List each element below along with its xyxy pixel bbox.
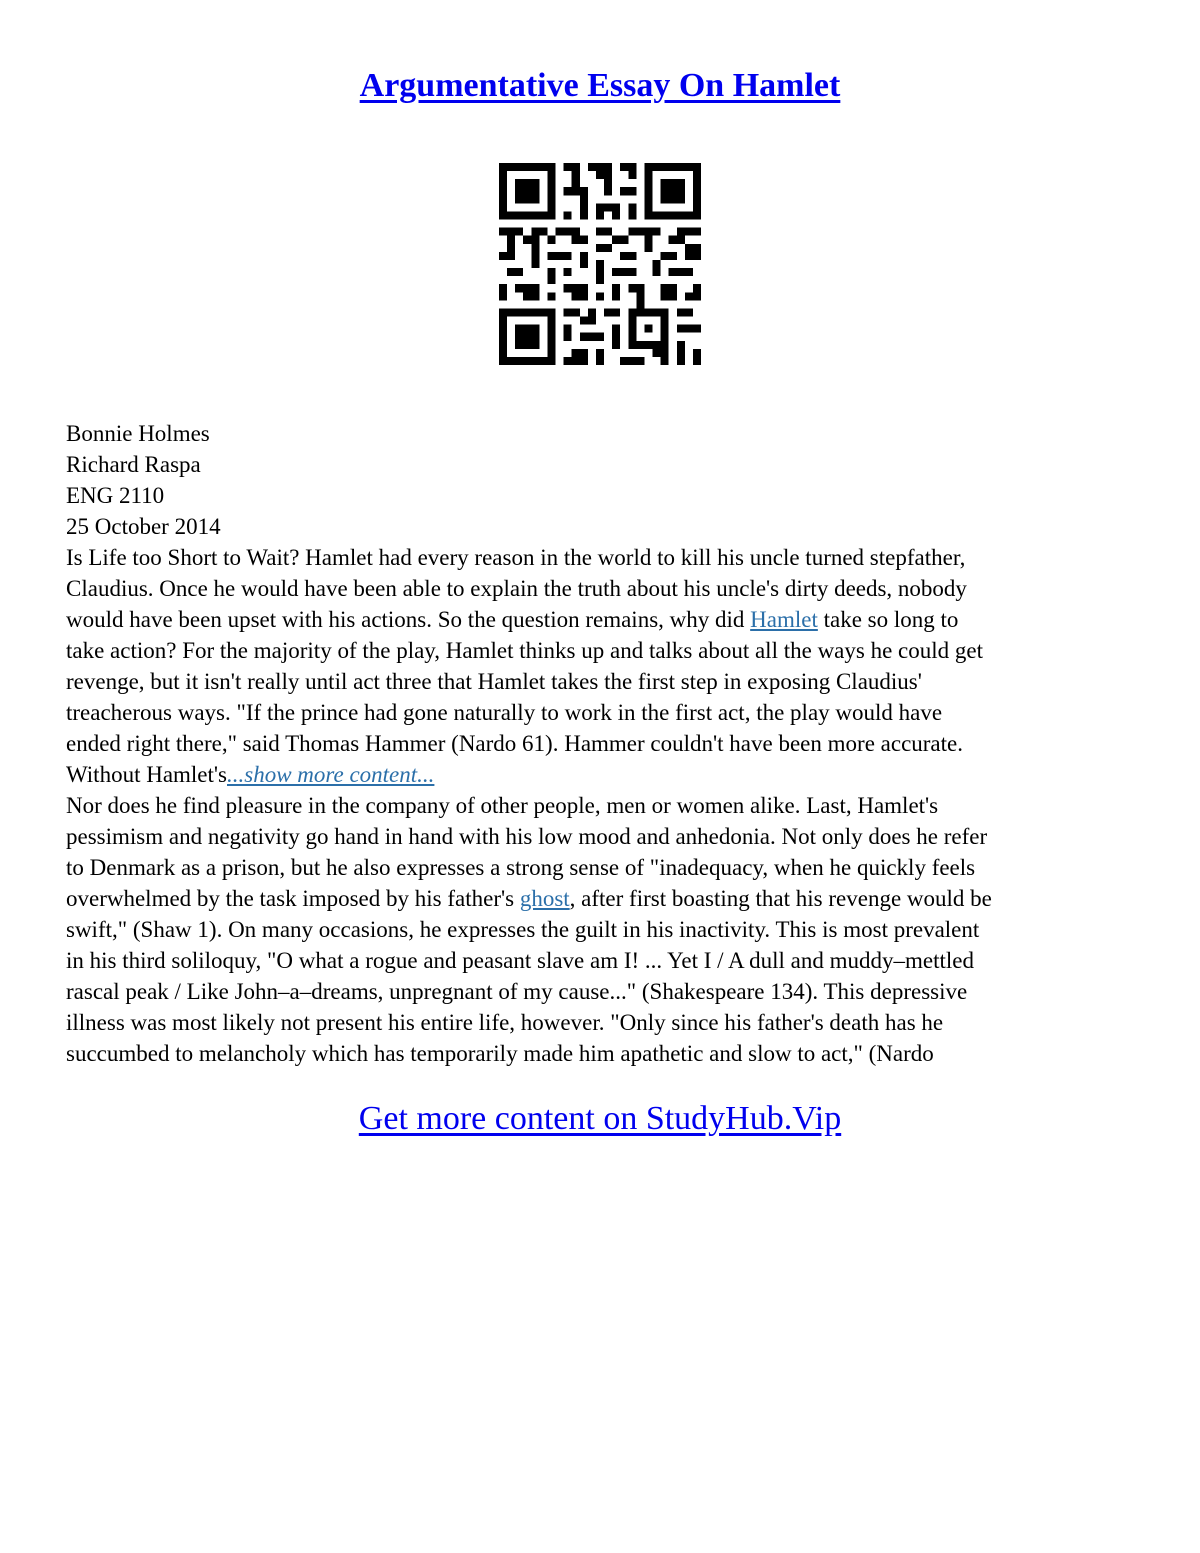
author-name: Bonnie Holmes [66, 421, 210, 446]
paragraph-line [66, 883, 1146, 914]
show-more-link[interactable]: ...show more content... [227, 762, 435, 787]
paragraph-line: Claudius. Once he would have been able to explain the truth about his uncle's dirty deeds, nobody [66, 576, 967, 601]
paragraph-line: succumbed to melancholy which has temporarily made him apathetic and slow to act," (Nardo [66, 1041, 934, 1066]
essay-body [66, 418, 1146, 1069]
paragraph-line [66, 759, 1146, 790]
paragraph-text: , after first boasting that his revenge would be [569, 886, 992, 911]
qr-code-icon [499, 163, 701, 365]
course-code: ENG 2110 [66, 483, 165, 508]
paragraph-line: treacherous ways. "If the prince had gone naturally to work in the first act, the play would have [66, 700, 943, 725]
paragraph-line: rascal peak / Like John–a–dreams, unpregnant of my cause..." (Shakespeare 134). This depressive [66, 979, 968, 1004]
paragraph-line: Nor does he find pleasure in the company of other people, men or women alike. Last, Hamlet's [66, 793, 939, 818]
paragraph-line: to Denmark as a prison, but he also expresses a strong sense of "inadequacy, when he quickly feels [66, 855, 976, 880]
ghost-link[interactable]: ghost [519, 886, 570, 911]
paragraph-line: take action? For the majority of the play, Hamlet thinks up and talks about all the ways he could get [66, 638, 983, 663]
paragraph-line: swift," (Shaw 1). On many occasions, he expresses the guilt in his inactivity. This is most prevalent [66, 917, 980, 942]
paragraph-line: ended right there," said Thomas Hammer (Nardo 61). Hammer couldn't have been more accurate. [66, 731, 963, 756]
paragraph-text: overwhelmed by the task imposed by his father's [66, 886, 520, 911]
essay-date: 25 October 2014 [66, 514, 221, 539]
paragraph-line: Is Life too Short to Wait? Hamlet had every reason in the world to kill his uncle turned stepfather, [66, 545, 966, 570]
title-link[interactable]: Argumentative Essay On Hamlet [359, 67, 841, 104]
footer [0, 1099, 1200, 1139]
paragraph-line: in his third soliloquy, "O what a rogue and peasant slave am I! ... Yet I / A dull and muddy–mettled [66, 948, 974, 973]
instructor-name: Richard Raspa [66, 452, 201, 477]
paragraph-line: pessimism and negativity go hand in hand with his low mood and anhedonia. Not only does he refer [66, 824, 988, 849]
paragraph-line [66, 604, 1146, 635]
paragraph-text: would have been upset with his actions. So the question remains, why did [66, 607, 751, 632]
studyhub-link[interactable]: Get more content on StudyHub.Vip [358, 1100, 842, 1137]
paragraph-text: take so long to [817, 607, 959, 632]
paragraph-line: illness was most likely not present his entire life, however. "Only since his father's death has he [66, 1010, 944, 1035]
page-title [0, 66, 1200, 106]
paragraph-line: revenge, but it isn't really until act three that Hamlet takes the first step in exposing Claudius' [66, 669, 922, 694]
hamlet-link[interactable]: Hamlet [750, 607, 818, 632]
paragraph-text: Without Hamlet's [66, 762, 227, 787]
